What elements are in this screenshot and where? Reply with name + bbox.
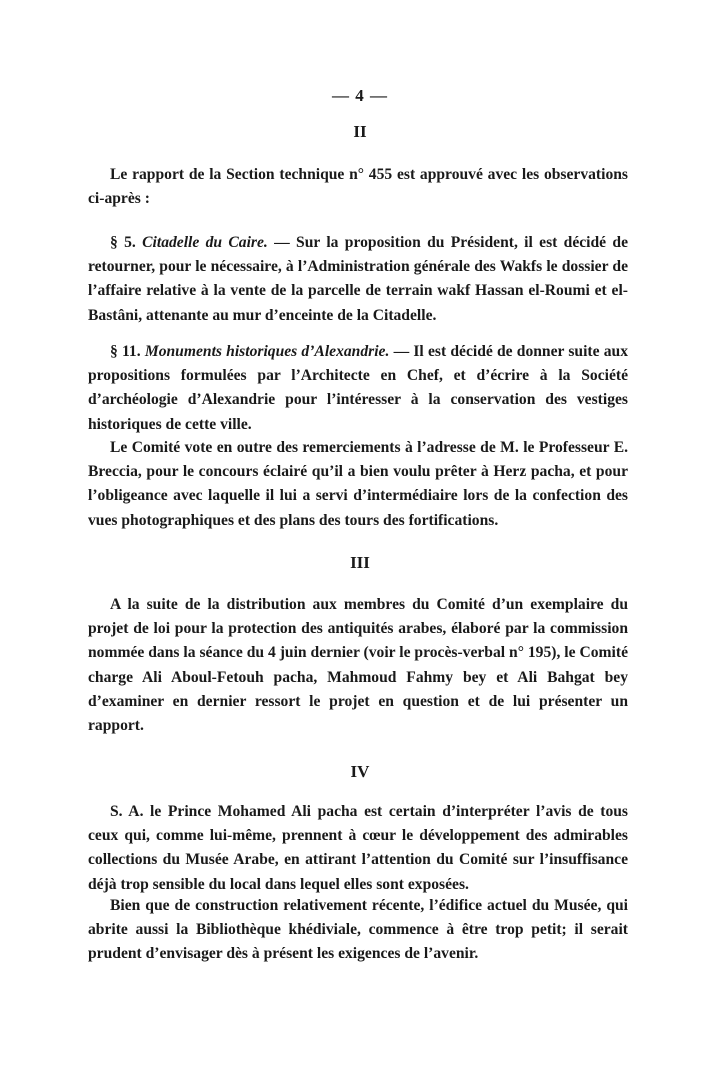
page-number: — 4 — <box>332 86 388 105</box>
paragraph-report-approved: Le rapport de la Section technique n° 455 est approuvé avec les observations ci-après : <box>88 166 628 208</box>
section-heading-ii: II <box>353 122 367 141</box>
section-heading-iv: IV <box>350 762 370 781</box>
paragraph-thanks-breccia: Le Comité vote en outre des remerciements à l’adresse de M. le Professeur E. Breccia, pour le concours éclairé qu’il a bien voulu prêter à Herz pacha, et pour l’obligeance avec laquelle il lui a servi d’intermédiaire lors de la confection des vues photographiques et des plans des tours des fortifications. <box>88 439 628 529</box>
paragraph-law-project: A la suite de la distribution aux membres du Comité d’un exemplaire du projet de loi pour la protection des antiquités arabes, élaboré par la commission nommée dans la séance du 4 juin dernier (voir le procès-verbal n° 195), le Comité charge Ali Aboul-Fetouh pacha, Mahmoud Fahmy bey et Ali Bahgat bey d’examiner en dernier ressort le projet en question et de lui présenter un rapport. <box>88 596 628 735</box>
text-alexandria: — Il est décidé de donner suite aux propositions formulées par l’Architecte en Chef, et d’écrire à la Société d’archéologie d’Alexandrie pour l’intéresser à la conservation des vestiges historiques de cette ville. <box>88 343 629 433</box>
section-ref-5: § 5. <box>110 234 136 251</box>
section-heading-iii: III <box>350 553 370 572</box>
text-citadel: — Sur la proposition du Président, il est décidé de retourner, pour le nécessaire, à l’Administration générale des Wakfs le dossier de l’affaire relative à la vente de la parcelle de terrain wakf Hassan el-Roumi et el-Bastâni, attenante au mur d’enceinte de la Citadelle. <box>88 234 628 324</box>
paragraph-citadel <box>88 231 628 328</box>
section-ref-11: § 11. <box>110 343 141 360</box>
paragraph-museum-space: S. A. le Prince Mohamed Ali pacha est certain d’interpréter l’avis de tous ceux qui, comme lui-même, prennent à cœur le développement des admirables collections du Musée Arabe, en attirant l’attention du Comité sur l’insuffisance déjà trop sensible du local dans lequel elles sont exposées. <box>88 803 628 893</box>
paragraph-alexandria <box>88 340 628 437</box>
title-alexandria: Monuments historiques d’Alexandrie. <box>144 343 390 360</box>
paragraph-museum-future: Bien que de construction relativement récente, l’édifice actuel du Musée, qui abrite aussi la Bibliothèque khédiviale, commence à être trop petit; il serait prudent d’envisager dès à présent les exigences de l’avenir. <box>88 897 628 963</box>
title-citadel: Citadelle du Caire. <box>142 234 268 251</box>
